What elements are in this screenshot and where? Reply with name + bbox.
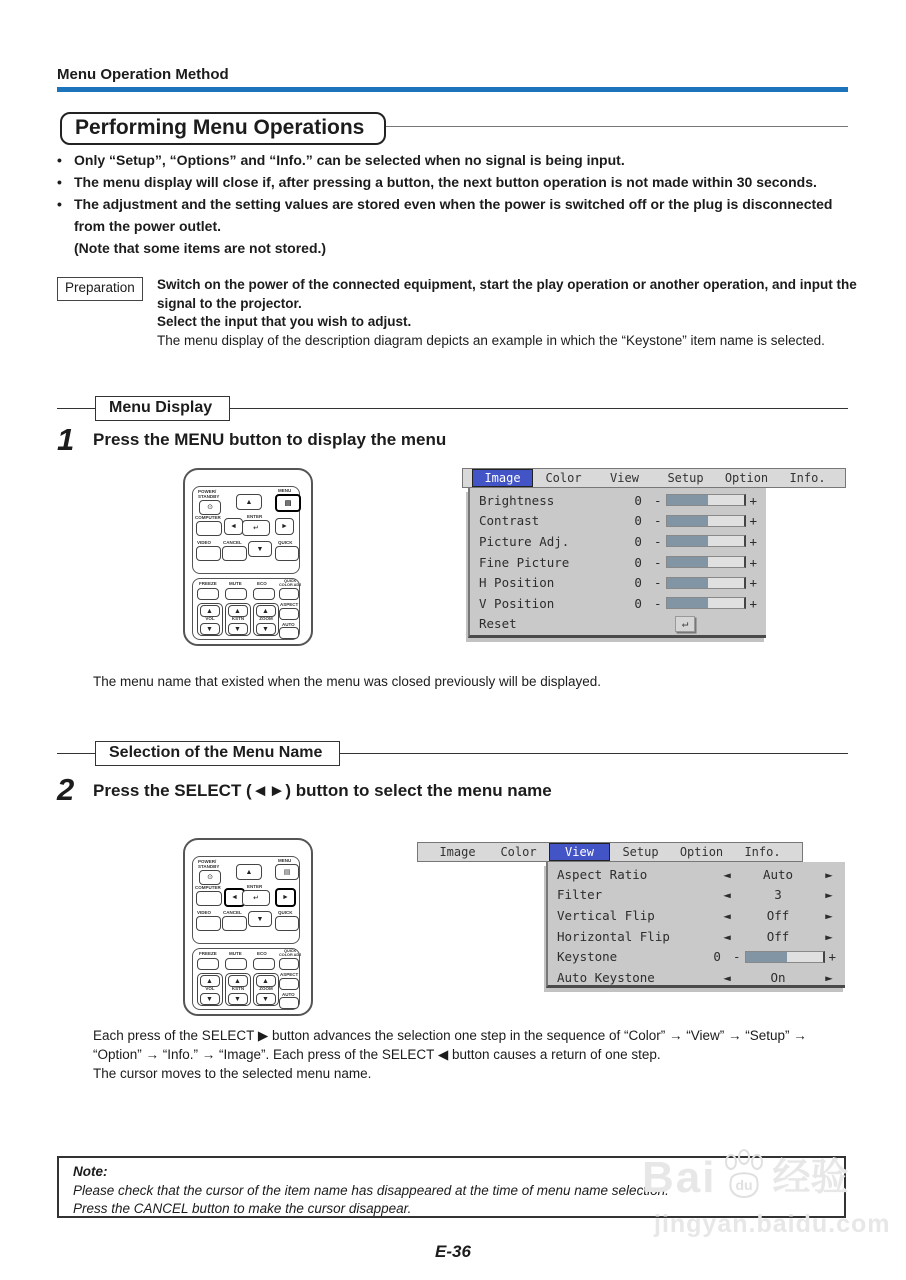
slider-track xyxy=(666,494,746,506)
computer-label: COMPUTER xyxy=(195,515,221,520)
keystone-up-button: ▲ xyxy=(228,605,248,617)
preparation-block xyxy=(57,276,857,350)
volume-label: VOL xyxy=(205,986,215,991)
power-standby-label: POWER/ STANDBY xyxy=(198,859,220,870)
osd-tab-color: Color xyxy=(500,845,537,859)
volume-label: VOL xyxy=(205,616,215,621)
slider-track xyxy=(666,535,746,547)
osd-row-fine-picture: Fine Picture 0 - + xyxy=(479,554,757,570)
power-button: ⊙ xyxy=(199,500,221,515)
page-title: Performing Menu Operations xyxy=(60,112,386,145)
right-arrow-button: ► xyxy=(275,888,296,907)
left-arrow: ◄ xyxy=(723,887,731,903)
computer-button xyxy=(196,521,222,536)
quick-color-adj-button xyxy=(279,958,299,970)
note-label: Note: xyxy=(73,1164,108,1179)
volume-rocker xyxy=(197,603,223,636)
osd-tab-image: Image xyxy=(472,469,533,487)
slider-fill xyxy=(746,952,786,962)
left-arrow: ◄ xyxy=(723,928,731,944)
slider-track xyxy=(745,951,825,963)
auto-button xyxy=(279,627,299,639)
quick-button xyxy=(275,916,299,931)
osd-tab-image: Image xyxy=(439,845,476,859)
enter-key-icon: ↵ xyxy=(675,616,695,632)
freeze-label: FREEZE xyxy=(199,951,217,956)
watermark-cn-text: 经验 xyxy=(772,1157,849,1200)
aspect-label: ASPECT xyxy=(280,602,299,607)
osd-row-reset: Reset ↵ xyxy=(470,614,766,635)
mute-label: MUTE xyxy=(229,951,242,956)
preparation-label: Preparation xyxy=(57,277,143,301)
zoom-label: ZOOM xyxy=(259,986,273,991)
freeze-button xyxy=(197,588,219,600)
left-arrow-button: ◄ xyxy=(224,888,245,907)
watermark-bai-text: Bai xyxy=(642,1153,717,1202)
zoom-up-button: ▲ xyxy=(256,975,276,987)
remote-control-illustration xyxy=(183,468,313,646)
osd-tab-option: Option xyxy=(679,845,724,859)
quick-color-adj-label: QUICK COLOR ADJ xyxy=(279,949,302,958)
slider-fill xyxy=(667,557,707,567)
remote-bottom-panel xyxy=(192,578,300,640)
page-header: Menu Operation Method xyxy=(57,66,229,83)
remote-control-illustration xyxy=(183,838,313,1016)
left-arrow: ◄ xyxy=(723,969,731,985)
watermark-brand xyxy=(642,1148,906,1200)
video-button xyxy=(196,546,221,561)
intro-bullets xyxy=(57,149,853,259)
preparation-line-bold1: Switch on the power of the connected equipment, start the play operation or another operation, and input the signal to the projector. xyxy=(157,277,857,311)
mute-label: MUTE xyxy=(229,581,242,586)
quick-color-adj-button xyxy=(279,588,299,600)
aspect-label: ASPECT xyxy=(280,972,299,977)
cancel-label: CANCEL xyxy=(223,910,242,915)
auto-label: AUTO xyxy=(282,992,295,997)
keystone-label: KSTN xyxy=(231,616,245,621)
right-arrow: ► xyxy=(825,887,833,903)
page-number: E-36 xyxy=(435,1242,471,1261)
menu-label: MENU xyxy=(278,858,292,863)
left-arrow: ◄ xyxy=(723,866,731,882)
step1-number: 1 xyxy=(57,422,75,457)
slider-fill xyxy=(667,516,707,526)
enter-label: ENTER xyxy=(247,884,263,889)
cancel-label: CANCEL xyxy=(223,540,242,545)
power-button: ⊙ xyxy=(199,870,221,885)
section-label: Menu Display xyxy=(95,396,230,421)
slider-track xyxy=(666,577,746,589)
remote-top-panel xyxy=(192,856,300,944)
osd-tab-color: Color xyxy=(545,471,582,485)
osd-row-vertical-flip: Vertical Flip ◄ Off ► xyxy=(548,905,845,926)
osd-row-contrast: Contrast 0 - + xyxy=(479,513,757,529)
quick-color-adj-label: QUICK COLOR ADJ xyxy=(279,579,302,588)
header-rule xyxy=(57,87,848,92)
osd-row-horizontal-flip: Horizontal Flip ◄ Off ► xyxy=(548,926,845,947)
bullet-text: The menu display will close if, after pressing a button, the next button operation is not made within 30 seconds. xyxy=(74,174,817,190)
osd-row-aspect-ratio: Aspect Ratio ◄ Auto ► xyxy=(548,864,845,885)
keystone-down-button: ▼ xyxy=(228,623,248,635)
keystone-down-button: ▼ xyxy=(228,993,248,1005)
baidu-paw-icon xyxy=(718,1148,770,1200)
keystone-label: KSTN xyxy=(231,986,245,991)
left-arrow: ◄ xyxy=(723,907,731,923)
zoom-up-button: ▲ xyxy=(256,605,276,617)
slider-fill xyxy=(667,495,707,505)
zoom-rocker xyxy=(253,973,279,1006)
osd-screenshot-view-menu xyxy=(415,842,850,990)
right-arrow: ► xyxy=(825,907,833,923)
cancel-button xyxy=(222,546,247,561)
section-label: Selection of the Menu Name xyxy=(95,741,340,766)
slider-fill xyxy=(667,598,707,608)
zoom-down-button: ▼ xyxy=(256,993,276,1005)
quick-label: QUICK xyxy=(278,540,293,545)
osd-tabbar xyxy=(417,842,803,862)
bullet-dot: • xyxy=(57,174,62,190)
osd-tab-view: View xyxy=(549,843,610,861)
power-standby-label: POWER/ STANDBY xyxy=(198,489,220,500)
step2-number: 2 xyxy=(57,772,75,807)
step1-heading: Press the MENU button to display the menu xyxy=(93,430,447,449)
zoom-down-button: ▼ xyxy=(256,623,276,635)
freeze-button xyxy=(197,958,219,970)
osd-panel xyxy=(546,862,845,988)
svg-text:du: du xyxy=(735,1177,754,1193)
aspect-button xyxy=(279,608,299,620)
osd-row-keystone: Keystone 0 - + xyxy=(557,949,836,965)
step2-caption xyxy=(93,1026,807,1083)
computer-label: COMPUTER xyxy=(195,885,221,890)
bullet-text: Only “Setup”, “Options” and “Info.” can be selected when no signal is being input. xyxy=(74,152,625,168)
right-arrow: ► xyxy=(825,928,833,944)
bullet-item xyxy=(57,149,853,171)
osd-row-picture-adj: Picture Adj. 0 - + xyxy=(479,533,757,549)
computer-button xyxy=(196,891,222,906)
video-label: VIDEO xyxy=(197,540,212,545)
cancel-button xyxy=(222,916,247,931)
preparation-text xyxy=(157,276,857,350)
osd-tab-setup: Setup xyxy=(622,845,659,859)
menu-label: MENU xyxy=(278,488,292,493)
right-arrow-button: ► xyxy=(275,518,294,535)
title-row xyxy=(60,112,848,142)
right-arrow: ► xyxy=(825,866,833,882)
osd-row-h-position: H Position 0 - + xyxy=(479,575,757,591)
mute-button xyxy=(225,588,247,600)
menu-button: ▤ xyxy=(275,864,299,880)
note-line1: Please check that the cursor of the item name has disappeared at the time of menu name selection. xyxy=(73,1182,669,1198)
step1-caption: The menu name that existed when the menu was closed previously will be displayed. xyxy=(93,674,602,689)
watermark-url: jingyan.baidu.com xyxy=(654,1210,891,1238)
slider-track xyxy=(666,597,746,609)
auto-button xyxy=(279,997,299,1009)
auto-label: AUTO xyxy=(282,622,295,627)
slider-fill xyxy=(667,536,707,546)
eco-button xyxy=(253,588,275,600)
note-line2: Press the CANCEL button to make the cursor disappear. xyxy=(73,1201,412,1216)
eco-button xyxy=(253,958,275,970)
mute-button xyxy=(225,958,247,970)
bullet-dot: • xyxy=(57,152,62,168)
step2-heading: Press the SELECT (◄►) button to select the menu name xyxy=(93,781,552,800)
preparation-line-normal: The menu display of the description diagram depicts an example in which the “Keystone” item name is selected. xyxy=(157,332,825,348)
section-menu-display xyxy=(57,396,848,422)
quick-label: QUICK xyxy=(278,910,293,915)
keystone-rocker xyxy=(225,603,251,636)
osd-panel xyxy=(468,488,766,638)
zoom-label: ZOOM xyxy=(259,616,273,621)
osd-tabbar xyxy=(462,468,846,488)
right-arrow: ► xyxy=(825,969,833,985)
enter-label: ENTER xyxy=(247,514,263,519)
keystone-up-button: ▲ xyxy=(228,975,248,987)
zoom-rocker xyxy=(253,603,279,636)
aspect-button xyxy=(279,978,299,990)
volume-up-button: ▲ xyxy=(200,975,220,987)
volume-up-button: ▲ xyxy=(200,605,220,617)
baidu-watermark xyxy=(642,1148,906,1239)
up-arrow-button: ▲ xyxy=(236,864,262,880)
step2-caption-line1: Each press of the SELECT ▶ button advances the selection one step in the sequence of “Color” → “View” → “Setup” → xyxy=(93,1028,807,1043)
keystone-rocker xyxy=(225,973,251,1006)
video-label: VIDEO xyxy=(197,910,212,915)
down-arrow-button: ▼ xyxy=(248,541,272,557)
eco-label: ECO xyxy=(257,951,267,956)
bullet-item xyxy=(57,171,853,193)
preparation-line-bold2: Select the input that you wish to adjust. xyxy=(157,314,412,329)
osd-row-filter: Filter ◄ 3 ► xyxy=(548,885,845,906)
volume-down-button: ▼ xyxy=(200,993,220,1005)
up-arrow-button: ▲ xyxy=(236,494,262,510)
slider-track xyxy=(666,556,746,568)
remote-bottom-panel xyxy=(192,948,300,1010)
menu-button: ▤ xyxy=(275,494,301,512)
bullet-text: The adjustment and the setting values are stored even when the power is switched off or the plug is disconnected from the power outlet. xyxy=(74,196,833,234)
eco-label: ECO xyxy=(257,581,267,586)
osd-tab-info: Info. xyxy=(744,845,781,859)
osd-row-auto-keystone: Auto Keystone ◄ On ► xyxy=(548,967,845,988)
enter-button: ↵ xyxy=(242,520,270,536)
step2-caption-line2: “Option” → “Info.” → “Image”. Each press of the SELECT ◀ button causes a return of one step. xyxy=(93,1047,661,1062)
down-arrow-button: ▼ xyxy=(248,911,272,927)
enter-button: ↵ xyxy=(242,890,270,906)
osd-row-v-position: V Position 0 - + xyxy=(479,595,757,611)
bullet-dot: • xyxy=(57,196,62,212)
remote-top-panel xyxy=(192,486,300,574)
freeze-label: FREEZE xyxy=(199,581,217,586)
slider-fill xyxy=(667,578,707,588)
left-arrow-button: ◄ xyxy=(224,518,243,535)
volume-down-button: ▼ xyxy=(200,623,220,635)
bullet-note: (Note that some items are not stored.) xyxy=(74,240,327,256)
osd-row-brightness: Brightness 0 - + xyxy=(479,492,757,508)
step2-caption-line3: The cursor moves to the selected menu name. xyxy=(93,1066,372,1081)
osd-tab-option: Option xyxy=(724,471,769,485)
video-button xyxy=(196,916,221,931)
section-selection xyxy=(57,741,848,767)
osd-tab-setup: Setup xyxy=(667,471,704,485)
volume-rocker xyxy=(197,973,223,1006)
quick-button xyxy=(275,546,299,561)
osd-screenshot-image-menu xyxy=(460,468,850,640)
bullet-item xyxy=(57,193,853,237)
osd-tab-view: View xyxy=(610,471,639,485)
osd-tab-info: Info. xyxy=(789,471,826,485)
slider-track xyxy=(666,515,746,527)
